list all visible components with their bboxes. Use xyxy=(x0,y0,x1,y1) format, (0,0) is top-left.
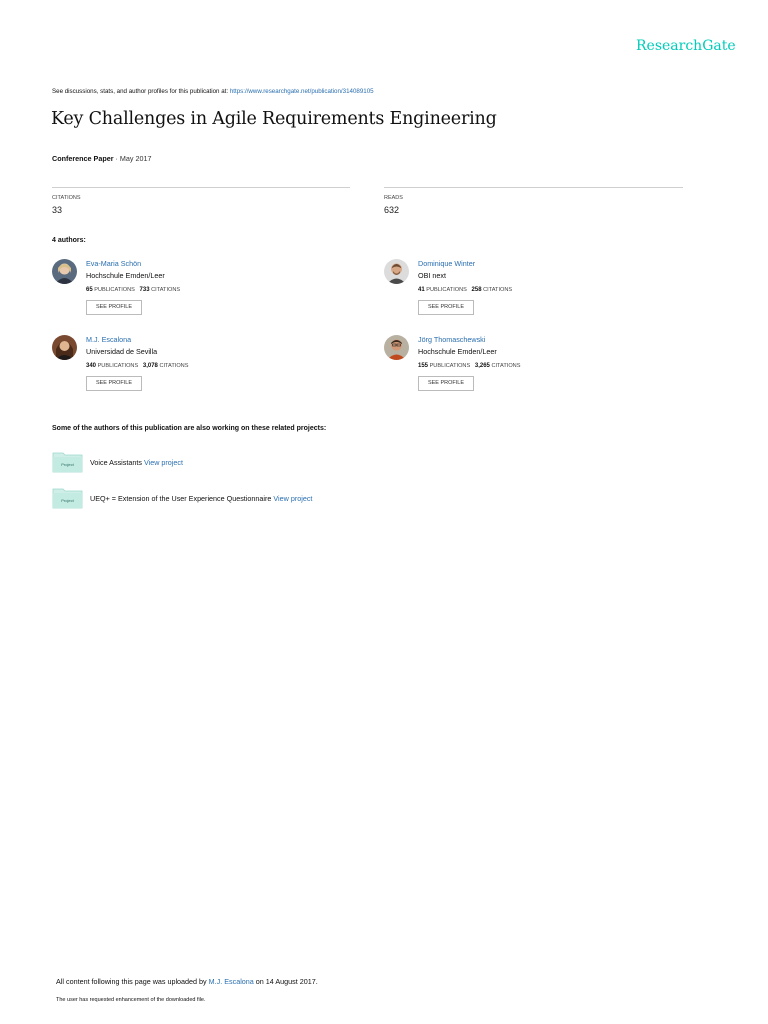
author-name-link[interactable]: Dominique Winter xyxy=(418,259,476,268)
see-profile-button[interactable]: SEE PROFILE xyxy=(418,300,474,315)
discussion-line xyxy=(52,88,374,95)
avatar[interactable] xyxy=(384,259,409,284)
view-project-link[interactable]: View project xyxy=(143,458,183,467)
citations-count: 33 xyxy=(52,205,63,215)
see-profile-button[interactable]: SEE PROFILE xyxy=(86,376,142,391)
citations-label: CITATIONS xyxy=(52,195,81,201)
author-card xyxy=(384,335,684,397)
upload-note xyxy=(56,977,318,986)
author-institution: Hochschule Emden/Leer xyxy=(86,271,165,280)
avatar[interactable] xyxy=(52,259,77,284)
publications-label: PUBLICATIONS xyxy=(426,287,467,293)
paper-meta xyxy=(52,154,151,163)
author-card xyxy=(384,259,684,321)
uploader-link[interactable]: M.J. Escalona xyxy=(208,977,254,986)
author-stats xyxy=(418,287,512,293)
see-profile-button[interactable]: SEE PROFILE xyxy=(86,300,142,315)
publications-label: PUBLICATIONS xyxy=(94,287,135,293)
citations-label: CITATIONS xyxy=(483,287,513,293)
publications-count: 155 xyxy=(418,363,429,369)
view-project-link[interactable]: View project xyxy=(273,494,313,503)
publications-count: 340 xyxy=(86,363,97,369)
author-stats xyxy=(418,363,520,369)
author-institution: Hochschule Emden/Leer xyxy=(418,347,497,356)
upload-suffix: on 14 August 2017. xyxy=(255,977,318,986)
citations-count: 3,265 xyxy=(474,363,490,369)
author-institution: OBI next xyxy=(418,271,446,280)
publications-count: 65 xyxy=(86,287,93,293)
publication-url-link[interactable]: https://www.researchgate.net/publication/314089105 xyxy=(229,88,374,95)
reads-count: 632 xyxy=(384,205,400,215)
authors-heading: 4 authors: xyxy=(52,237,86,244)
project-icon-label: Project xyxy=(61,462,74,467)
project-item xyxy=(52,451,452,475)
project-text xyxy=(90,458,183,467)
avatar[interactable] xyxy=(384,335,409,360)
citations-label: CITATIONS xyxy=(491,363,521,369)
author-card xyxy=(52,259,352,321)
project-folder-icon xyxy=(52,487,83,509)
project-name: UEQ+ = Extension of the User Experience Questionnaire xyxy=(90,494,272,503)
discussion-prefix: See discussions, stats, and author profiles for this publication at: xyxy=(52,88,229,95)
author-card xyxy=(52,335,352,397)
paper-title: Key Challenges in Agile Requirements Engineering xyxy=(51,109,497,129)
author-stats xyxy=(86,363,188,369)
citations-label: CITATIONS xyxy=(151,287,181,293)
reads-label: READS xyxy=(384,195,403,201)
author-name-link[interactable]: M.J. Escalona xyxy=(86,335,132,344)
citations-count: 3,078 xyxy=(142,363,158,369)
citations-label: CITATIONS xyxy=(159,363,189,369)
project-folder-icon xyxy=(52,451,83,473)
citations-count: 733 xyxy=(139,287,150,293)
citations-count: 258 xyxy=(471,287,482,293)
see-profile-button[interactable]: SEE PROFILE xyxy=(418,376,474,391)
paper-type: Conference Paper xyxy=(52,154,114,163)
avatar[interactable] xyxy=(52,335,77,360)
author-name-link[interactable]: Eva-Maria Schön xyxy=(86,259,142,268)
author-institution: Universidad de Sevilla xyxy=(86,347,158,356)
publications-count: 41 xyxy=(418,287,425,293)
project-name: Voice Assistants xyxy=(90,458,142,467)
reads-divider xyxy=(384,187,683,188)
project-text xyxy=(90,494,312,503)
enhancement-note: The user has requested enhancement of the downloaded file. xyxy=(56,997,206,1003)
researchgate-logo[interactable]: ResearchGate xyxy=(636,38,736,54)
author-stats xyxy=(86,287,180,293)
projects-heading: Some of the authors of this publication are also working on these related projects: xyxy=(52,425,327,432)
paper-date: · May 2017 xyxy=(115,154,152,163)
upload-prefix: All content following this page was uploaded by xyxy=(56,977,207,986)
project-item xyxy=(52,487,452,511)
publications-label: PUBLICATIONS xyxy=(97,363,139,369)
citations-divider xyxy=(52,187,350,188)
publications-label: PUBLICATIONS xyxy=(429,363,471,369)
author-name-link[interactable]: Jörg Thomaschewski xyxy=(418,335,486,344)
project-icon-label: Project xyxy=(61,498,74,503)
